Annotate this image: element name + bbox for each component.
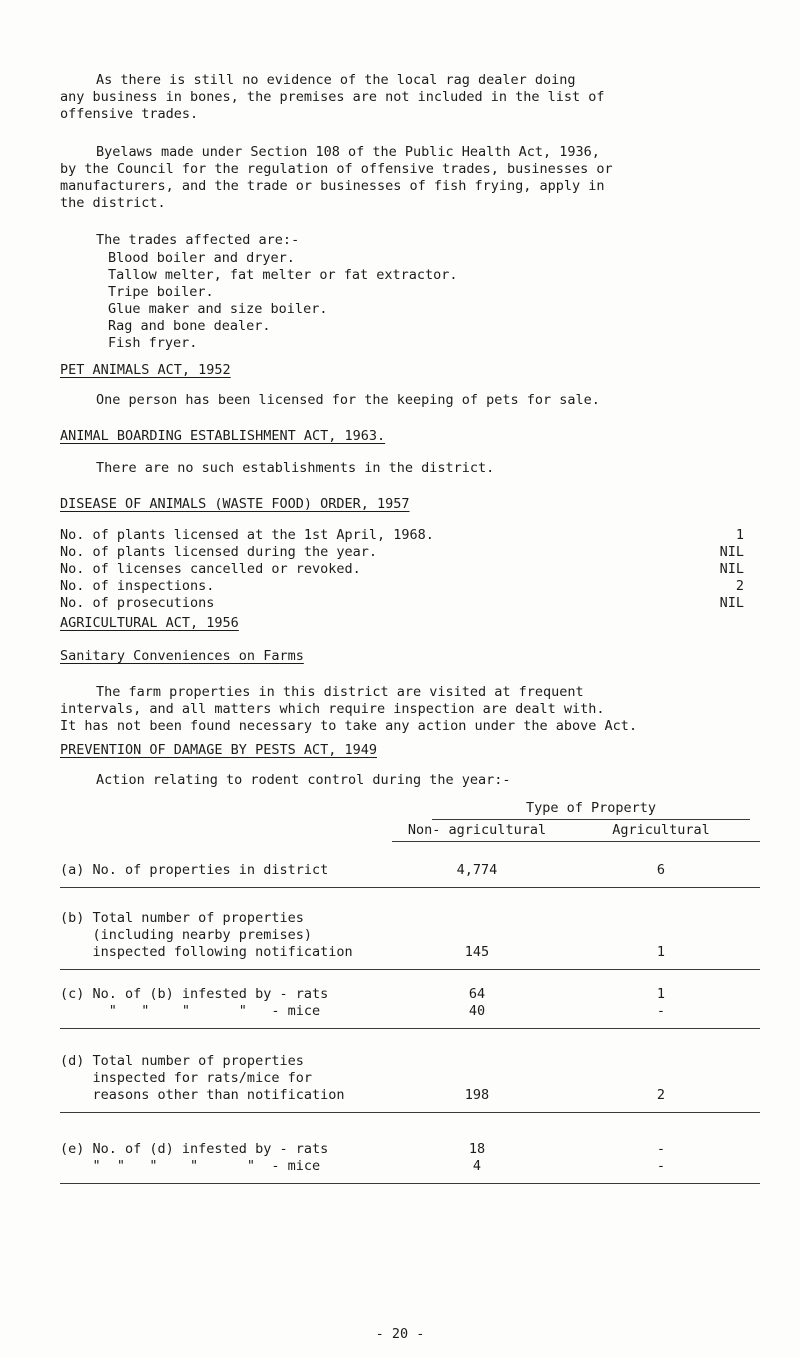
intro-paragraph [60,72,740,123]
byelaws-line-1: Byelaws made under Section 108 of the Public Health Act, 1936, [96,144,600,160]
cell-non-agricultural: 40 [468,1003,486,1019]
column-separator [380,1029,392,1071]
stat-row [60,544,750,561]
stat-label: No. of licenses cancelled or revoked. [60,561,361,577]
cell-agricultural [562,927,760,944]
column-separator [380,1113,392,1159]
cell-non-agricultural: 145 [464,944,490,960]
row-label: (d) Total number of properties [60,1053,304,1069]
row-divider [60,879,760,888]
row-divider [60,1020,760,1029]
cell-non-agricultural [392,1029,562,1071]
trades-intro: The trades affected are:- [96,232,300,248]
table-row [60,944,760,961]
prevention-intro: Action relating to rodent control during the year:- [96,772,511,788]
row-label: (including nearby premises) [60,927,312,943]
stat-label: No. of prosecutions [60,595,215,611]
table-row [60,1070,760,1087]
cell-non-agricultural: 198 [464,1087,490,1103]
table-row [60,1087,760,1104]
stat-value: NIL [719,561,744,577]
row-label: (c) No. of (b) infested by - rats [60,986,329,1002]
byelaws-line-3: manufacturers, and the trade or businesses of fish frying, apply in [60,178,605,194]
cell-agricultural: 2 [656,1087,666,1103]
rodent-control-table [60,844,760,1184]
stat-row [60,561,750,578]
boarding-text: There are no such establishments in the district. [96,460,495,476]
column-separator [380,1070,392,1087]
row-label: " " " " - mice [60,1003,321,1019]
col-non-agricultural: Non- agricultural [407,822,547,838]
byelaws-paragraph [60,144,740,212]
table-row [60,970,760,1004]
byelaws-line-2: by the Council for the regulation of offensive trades, businesses or [60,161,613,177]
page-number: - 20 - [375,1326,425,1342]
trade-item: Tallow melter, fat melter or fat extractor. [108,267,458,283]
intro-line-1: As there is still no evidence of the local rag dealer doing [96,72,576,88]
table-row [60,1158,760,1175]
cell-non-agricultural [392,1070,562,1087]
trades-list [108,250,458,352]
cell-agricultural: 6 [656,862,666,878]
stat-label: No. of plants licensed at the 1st April, 1968. [60,527,434,543]
col-agricultural: Agricultural [612,822,710,838]
agricultural-line-2: intervals, and all matters which require inspection are dealt with. [60,701,605,717]
row-label: (b) Total number of properties [60,910,304,926]
trade-item: Fish fryer. [108,335,198,351]
stat-row [60,595,750,612]
pet-animals-heading: PET ANIMALS ACT, 1952 [60,362,231,378]
row-label: inspected following notification [60,944,353,960]
cell-agricultural: - [656,1158,666,1174]
cell-non-agricultural: 18 [468,1141,486,1157]
boarding-heading: ANIMAL BOARDING ESTABLISHMENT ACT, 1963. [60,428,386,444]
trade-item: Blood boiler and dryer. [108,250,295,266]
byelaws-line-4: the district. [60,195,166,211]
cell-agricultural: - [656,1003,666,1019]
cell-non-agricultural [392,888,562,928]
intro-line-3: offensive trades. [60,106,199,122]
row-label: inspected for rats/mice for [60,1070,312,1086]
cell-agricultural [562,1070,760,1087]
disease-heading: DISEASE OF ANIMALS (WASTE FOOD) ORDER, 1957 [60,496,410,512]
stat-value: 1 [735,527,744,543]
column-separator [380,888,392,928]
cell-agricultural [562,888,760,928]
cell-agricultural: 1 [656,986,666,1002]
row-divider [60,1104,760,1113]
cell-non-agricultural: 4 [472,1158,482,1174]
column-separator [380,844,392,879]
agricultural-subheading: Sanitary Conveniences on Farms [60,648,304,664]
stat-value: NIL [719,544,744,560]
table-row [60,1029,760,1071]
agricultural-line-1: The farm properties in this district are visited at frequent [96,684,584,700]
table-row [60,1113,760,1159]
type-of-property-header [392,800,760,842]
cell-non-agricultural: 64 [468,986,486,1002]
column-separator [380,1087,392,1104]
row-divider [60,961,760,970]
column-separator [380,1158,392,1175]
trade-item: Glue maker and size boiler. [108,301,328,317]
stat-value: NIL [719,595,744,611]
pet-animals-text: One person has been licensed for the keeping of pets for sale. [96,392,600,408]
table-row [60,844,760,879]
cell-agricultural: 1 [656,944,666,960]
trade-item: Rag and bone dealer. [108,318,271,334]
column-separator [380,1003,392,1020]
disease-stats [60,527,750,612]
agricultural-paragraph [60,684,740,735]
row-label: reasons other than notification [60,1087,345,1103]
prevention-heading: PREVENTION OF DAMAGE BY PESTS ACT, 1949 [60,742,377,758]
agricultural-line-3: It has not been found necessary to take any action under the above Act. [60,718,638,734]
stat-value: 2 [735,578,744,594]
agricultural-heading: AGRICULTURAL ACT, 1956 [60,615,239,631]
column-separator [380,927,392,944]
column-separator [380,970,392,1004]
cell-agricultural: - [656,1141,666,1157]
table-row [60,888,760,928]
stat-row [60,578,750,595]
row-label: (a) No. of properties in district [60,862,329,878]
table-row [60,1003,760,1020]
trade-item: Tripe boiler. [108,284,214,300]
row-divider [60,1175,760,1184]
cell-non-agricultural [392,927,562,944]
cell-non-agricultural: 4,774 [456,862,498,878]
column-separator [380,944,392,961]
stat-row [60,527,750,544]
stat-label: No. of plants licensed during the year. [60,544,377,560]
type-header-label: Type of Property [432,800,750,820]
intro-line-2: any business in bones, the premises are not included in the list of [60,89,605,105]
row-label: " " " " " - mice [60,1158,321,1174]
row-label: (e) No. of (d) infested by - rats [60,1141,329,1157]
stat-label: No. of inspections. [60,578,215,594]
cell-agricultural [562,1029,760,1071]
table-row [60,927,760,944]
